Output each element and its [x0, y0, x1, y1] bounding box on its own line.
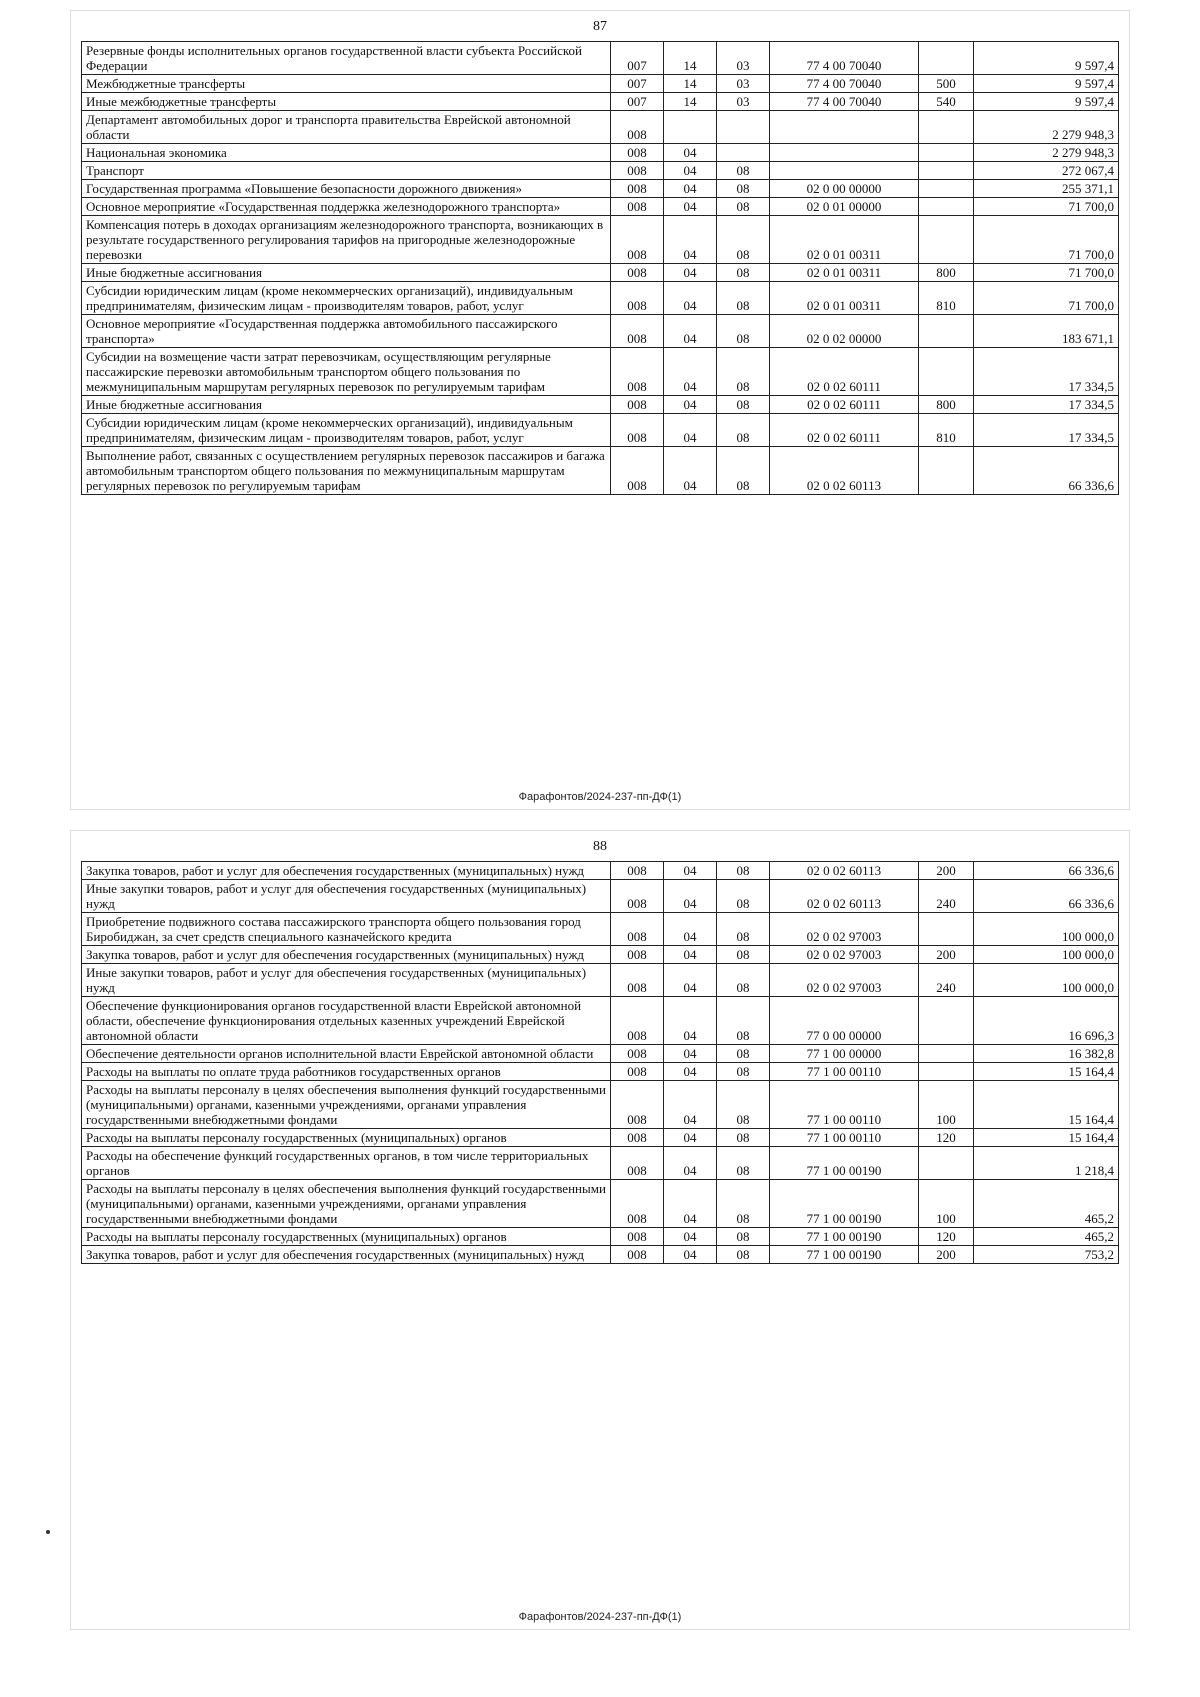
expense-type-code	[919, 180, 974, 198]
row-name: Компенсация потерь в доходах организациям железнодорожного транспорта, возникающих в результате государственного регулирования тарифов на пригородные железнодорожные перевозки	[82, 216, 611, 264]
row-name: Иные бюджетные ассигнования	[82, 264, 611, 282]
expense-type-code	[919, 111, 974, 144]
section-code: 04	[664, 162, 717, 180]
amount: 1 218,4	[974, 1147, 1119, 1180]
expense-type-code: 810	[919, 414, 974, 447]
table-row	[82, 75, 1119, 93]
subsection-code	[717, 144, 770, 162]
row-name: Субсидии на возмещение части затрат перевозчикам, осуществляющим регулярные пассажирские перевозки автомобильным транспортом общего пользования по межмуниципальным маршрутам регулярных перевозок по регулируемым тарифам	[82, 348, 611, 396]
target-item-code: 02 0 01 00311	[770, 264, 919, 282]
ministry-code: 008	[611, 964, 664, 997]
target-item-code: 02 0 01 00311	[770, 282, 919, 315]
ministry-code: 008	[611, 216, 664, 264]
expense-type-code: 800	[919, 396, 974, 414]
expense-type-code: 500	[919, 75, 974, 93]
table-row	[82, 1228, 1119, 1246]
subsection-code: 08	[717, 1246, 770, 1264]
ministry-code: 008	[611, 282, 664, 315]
table-row	[82, 396, 1119, 414]
amount: 9 597,4	[974, 75, 1119, 93]
amount: 100 000,0	[974, 913, 1119, 946]
table-body	[82, 42, 1119, 495]
row-name: Субсидии юридическим лицам (кроме некоммерческих организаций), индивидуальным предпринимателям, физическим лицам - производителям товаров, работ, услуг	[82, 414, 611, 447]
ministry-code: 008	[611, 396, 664, 414]
table-row	[82, 93, 1119, 111]
section-code: 14	[664, 42, 717, 75]
table-row	[82, 111, 1119, 144]
target-item-code	[770, 111, 919, 144]
amount: 9 597,4	[974, 93, 1119, 111]
table-row	[82, 348, 1119, 396]
amount: 15 164,4	[974, 1081, 1119, 1129]
table-row	[82, 997, 1119, 1045]
row-name: Приобретение подвижного состава пассажирского транспорта общего пользования город Биробиджан, за счет средств специального казначейского кредита	[82, 913, 611, 946]
expense-type-code	[919, 913, 974, 946]
amount: 66 336,6	[974, 862, 1119, 880]
row-name: Расходы на обеспечение функций государственных органов, в том числе территориальных органов	[82, 1147, 611, 1180]
amount: 2 279 948,3	[974, 144, 1119, 162]
expense-type-code	[919, 447, 974, 495]
subsection-code: 08	[717, 348, 770, 396]
ministry-code: 008	[611, 880, 664, 913]
table-row	[82, 447, 1119, 495]
section-code: 04	[664, 396, 717, 414]
section-code: 04	[664, 1246, 717, 1264]
subsection-code: 08	[717, 913, 770, 946]
amount: 100 000,0	[974, 946, 1119, 964]
section-code: 04	[664, 946, 717, 964]
table-row	[82, 880, 1119, 913]
page-number: 87	[593, 19, 607, 34]
amount: 66 336,6	[974, 880, 1119, 913]
expense-type-code: 240	[919, 964, 974, 997]
target-item-code: 77 1 00 00110	[770, 1063, 919, 1081]
expense-type-code	[919, 1147, 974, 1180]
row-name: Расходы на выплаты персоналу в целях обеспечения выполнения функций государственными (муниципальными) органами, казенными учреждениями, органами управления государственными внебюджетными фондами	[82, 1180, 611, 1228]
amount: 16 382,8	[974, 1045, 1119, 1063]
section-code: 04	[664, 198, 717, 216]
ministry-code: 008	[611, 913, 664, 946]
target-item-code: 02 0 02 60113	[770, 862, 919, 880]
amount: 465,2	[974, 1180, 1119, 1228]
section-code: 04	[664, 1129, 717, 1147]
row-name: Расходы на выплаты персоналу государственных (муниципальных) органов	[82, 1129, 611, 1147]
expense-type-code	[919, 1045, 974, 1063]
budget-table	[81, 41, 1119, 495]
row-name: Обеспечение функционирования органов государственной власти Еврейской автономной области, обеспечение функционирования отдельных казенных учреждений Еврейской автономной области	[82, 997, 611, 1045]
row-name: Закупка товаров, работ и услуг для обеспечения государственных (муниципальных) нужд	[82, 862, 611, 880]
row-name: Закупка товаров, работ и услуг для обеспечения государственных (муниципальных) нужд	[82, 946, 611, 964]
row-name: Департамент автомобильных дорог и транспорта правительства Еврейской автономной области	[82, 111, 611, 144]
amount: 272 067,4	[974, 162, 1119, 180]
page-number: 88	[593, 839, 607, 854]
target-item-code: 02 0 01 00311	[770, 216, 919, 264]
expense-type-code	[919, 162, 974, 180]
target-item-code	[770, 162, 919, 180]
section-code: 04	[664, 997, 717, 1045]
row-name: Расходы на выплаты по оплате труда работников государственных органов	[82, 1063, 611, 1081]
subsection-code: 08	[717, 315, 770, 348]
row-name: Государственная программа «Повышение безопасности дорожного движения»	[82, 180, 611, 198]
section-code: 04	[664, 414, 717, 447]
subsection-code: 08	[717, 396, 770, 414]
ministry-code: 008	[611, 144, 664, 162]
subsection-code: 08	[717, 264, 770, 282]
ministry-code: 008	[611, 198, 664, 216]
amount: 255 371,1	[974, 180, 1119, 198]
section-code: 04	[664, 913, 717, 946]
amount: 15 164,4	[974, 1129, 1119, 1147]
subsection-code: 08	[717, 282, 770, 315]
section-code: 04	[664, 264, 717, 282]
amount: 17 334,5	[974, 414, 1119, 447]
target-item-code: 77 1 00 00000	[770, 1045, 919, 1063]
row-name: Резервные фонды исполнительных органов государственной власти субъекта Российской Федерации	[82, 42, 611, 75]
row-name: Расходы на выплаты персоналу государственных (муниципальных) органов	[82, 1228, 611, 1246]
table-body	[82, 862, 1119, 1264]
expense-type-code: 120	[919, 1129, 974, 1147]
target-item-code: 02 0 02 60113	[770, 880, 919, 913]
budget-table	[81, 861, 1119, 1264]
amount: 15 164,4	[974, 1063, 1119, 1081]
amount: 17 334,5	[974, 396, 1119, 414]
expense-type-code	[919, 216, 974, 264]
target-item-code: 77 1 00 00190	[770, 1228, 919, 1246]
subsection-code: 08	[717, 414, 770, 447]
section-code	[664, 111, 717, 144]
table-row	[82, 162, 1119, 180]
section-code: 14	[664, 75, 717, 93]
expense-type-code	[919, 348, 974, 396]
table-row	[82, 913, 1119, 946]
ministry-code: 008	[611, 946, 664, 964]
expense-type-code	[919, 144, 974, 162]
ministry-code: 008	[611, 1129, 664, 1147]
target-item-code: 02 0 02 60113	[770, 447, 919, 495]
target-item-code: 77 4 00 70040	[770, 93, 919, 111]
expense-type-code: 200	[919, 862, 974, 880]
row-name: Основное мероприятие «Государственная поддержка железнодорожного транспорта»	[82, 198, 611, 216]
row-name: Обеспечение деятельности органов исполнительной власти Еврейской автономной области	[82, 1045, 611, 1063]
row-name: Иные закупки товаров, работ и услуг для обеспечения государственных (муниципальных) нужд	[82, 964, 611, 997]
ministry-code: 008	[611, 348, 664, 396]
subsection-code: 03	[717, 42, 770, 75]
section-code: 14	[664, 93, 717, 111]
target-item-code: 02 0 02 60111	[770, 348, 919, 396]
target-item-code: 77 1 00 00190	[770, 1147, 919, 1180]
table-row	[82, 862, 1119, 880]
target-item-code: 77 1 00 00190	[770, 1180, 919, 1228]
subsection-code: 08	[717, 1063, 770, 1081]
row-name: Транспорт	[82, 162, 611, 180]
amount: 9 597,4	[974, 42, 1119, 75]
subsection-code: 08	[717, 198, 770, 216]
table-row	[82, 264, 1119, 282]
section-code: 04	[664, 1063, 717, 1081]
section-code: 04	[664, 447, 717, 495]
ministry-code: 008	[611, 414, 664, 447]
section-code: 04	[664, 964, 717, 997]
document-page-88	[70, 830, 1130, 1630]
target-item-code: 02 0 02 60111	[770, 414, 919, 447]
subsection-code: 08	[717, 1045, 770, 1063]
amount: 71 700,0	[974, 282, 1119, 315]
expense-type-code: 100	[919, 1180, 974, 1228]
amount: 16 696,3	[974, 997, 1119, 1045]
target-item-code: 77 1 00 00190	[770, 1246, 919, 1264]
target-item-code	[770, 144, 919, 162]
section-code: 04	[664, 1180, 717, 1228]
subsection-code: 08	[717, 447, 770, 495]
table-row	[82, 180, 1119, 198]
subsection-code: 08	[717, 216, 770, 264]
target-item-code: 77 4 00 70040	[770, 42, 919, 75]
table-row	[82, 1147, 1119, 1180]
amount: 17 334,5	[974, 348, 1119, 396]
ministry-code: 008	[611, 447, 664, 495]
target-item-code: 02 0 02 97003	[770, 913, 919, 946]
amount: 66 336,6	[974, 447, 1119, 495]
ministry-code: 007	[611, 93, 664, 111]
ministry-code: 007	[611, 42, 664, 75]
page-footer: Фарафонтов/2024-237-пп-ДФ(1)	[518, 1611, 682, 1623]
expense-type-code	[919, 997, 974, 1045]
section-code: 04	[664, 315, 717, 348]
row-name: Расходы на выплаты персоналу в целях обеспечения выполнения функций государственными (муниципальными) органами, казенными учреждениями, органами управления государственными внебюджетными фондами	[82, 1081, 611, 1129]
row-name: Субсидии юридическим лицам (кроме некоммерческих организаций), индивидуальным предпринимателям, физическим лицам - производителям товаров, работ, услуг	[82, 282, 611, 315]
row-name: Иные закупки товаров, работ и услуг для обеспечения государственных (муниципальных) нужд	[82, 880, 611, 913]
subsection-code: 08	[717, 964, 770, 997]
ministry-code: 008	[611, 180, 664, 198]
table-row	[82, 144, 1119, 162]
ministry-code: 008	[611, 1081, 664, 1129]
table-row	[82, 1246, 1119, 1264]
subsection-code: 08	[717, 862, 770, 880]
subsection-code: 03	[717, 75, 770, 93]
target-item-code: 77 4 00 70040	[770, 75, 919, 93]
section-code: 04	[664, 1045, 717, 1063]
row-name: Закупка товаров, работ и услуг для обеспечения государственных (муниципальных) нужд	[82, 1246, 611, 1264]
section-code: 04	[664, 348, 717, 396]
table-row	[82, 1063, 1119, 1081]
target-item-code: 77 1 00 00110	[770, 1129, 919, 1147]
expense-type-code	[919, 42, 974, 75]
subsection-code: 08	[717, 1180, 770, 1228]
row-name: Основное мероприятие «Государственная поддержка автомобильного пассажирского транспорта»	[82, 315, 611, 348]
ministry-code: 008	[611, 997, 664, 1045]
subsection-code: 08	[717, 1147, 770, 1180]
amount: 100 000,0	[974, 964, 1119, 997]
table-row	[82, 282, 1119, 315]
target-item-code: 02 0 02 60111	[770, 396, 919, 414]
expense-type-code	[919, 198, 974, 216]
expense-type-code: 800	[919, 264, 974, 282]
subsection-code	[717, 111, 770, 144]
section-code: 04	[664, 862, 717, 880]
expense-type-code: 100	[919, 1081, 974, 1129]
table-row	[82, 414, 1119, 447]
row-name: Выполнение работ, связанных с осуществлением регулярных перевозок пассажиров и багажа автомобильным транспортом общего пользования по межмуниципальным маршрутам регулярных перевозок по регулируемым тарифам	[82, 447, 611, 495]
amount: 753,2	[974, 1246, 1119, 1264]
row-name: Национальная экономика	[82, 144, 611, 162]
row-name: Иные межбюджетные трансферты	[82, 93, 611, 111]
subsection-code: 08	[717, 880, 770, 913]
row-name: Межбюджетные трансферты	[82, 75, 611, 93]
ministry-code: 008	[611, 1246, 664, 1264]
expense-type-code: 120	[919, 1228, 974, 1246]
table-row	[82, 1129, 1119, 1147]
table-row	[82, 1081, 1119, 1129]
target-item-code: 02 0 02 97003	[770, 946, 919, 964]
section-code: 04	[664, 144, 717, 162]
target-item-code: 02 0 02 00000	[770, 315, 919, 348]
ministry-code: 008	[611, 315, 664, 348]
ministry-code: 008	[611, 1180, 664, 1228]
expense-type-code: 540	[919, 93, 974, 111]
row-name: Иные бюджетные ассигнования	[82, 396, 611, 414]
ministry-code: 008	[611, 1228, 664, 1246]
amount: 2 279 948,3	[974, 111, 1119, 144]
section-code: 04	[664, 216, 717, 264]
subsection-code: 08	[717, 1228, 770, 1246]
table-row	[82, 216, 1119, 264]
section-code: 04	[664, 180, 717, 198]
ministry-code: 008	[611, 1045, 664, 1063]
subsection-code: 08	[717, 997, 770, 1045]
target-item-code: 77 1 00 00110	[770, 1081, 919, 1129]
subsection-code: 03	[717, 93, 770, 111]
expense-type-code: 240	[919, 880, 974, 913]
table-row	[82, 198, 1119, 216]
ministry-code: 007	[611, 75, 664, 93]
table-row	[82, 946, 1119, 964]
subsection-code: 08	[717, 162, 770, 180]
expense-type-code: 200	[919, 1246, 974, 1264]
target-item-code: 02 0 02 97003	[770, 964, 919, 997]
document-page-87	[70, 10, 1130, 810]
ministry-code: 008	[611, 162, 664, 180]
table-row	[82, 1180, 1119, 1228]
section-code: 04	[664, 1228, 717, 1246]
target-item-code: 02 0 01 00000	[770, 198, 919, 216]
section-code: 04	[664, 1081, 717, 1129]
amount: 465,2	[974, 1228, 1119, 1246]
subsection-code: 08	[717, 946, 770, 964]
ministry-code: 008	[611, 1147, 664, 1180]
target-item-code: 77 0 00 00000	[770, 997, 919, 1045]
subsection-code: 08	[717, 1081, 770, 1129]
ministry-code: 008	[611, 111, 664, 144]
expense-type-code	[919, 1063, 974, 1081]
amount: 183 671,1	[974, 315, 1119, 348]
amount: 71 700,0	[974, 198, 1119, 216]
amount: 71 700,0	[974, 216, 1119, 264]
section-code: 04	[664, 282, 717, 315]
section-code: 04	[664, 1147, 717, 1180]
table-row	[82, 1045, 1119, 1063]
amount: 71 700,0	[974, 264, 1119, 282]
expense-type-code	[919, 315, 974, 348]
page-footer: Фарафонтов/2024-237-пп-ДФ(1)	[518, 791, 682, 803]
expense-type-code: 200	[919, 946, 974, 964]
stray-dot	[46, 1530, 50, 1534]
table-row	[82, 42, 1119, 75]
table-row	[82, 964, 1119, 997]
subsection-code: 08	[717, 1129, 770, 1147]
expense-type-code: 810	[919, 282, 974, 315]
subsection-code: 08	[717, 180, 770, 198]
ministry-code: 008	[611, 264, 664, 282]
section-code: 04	[664, 880, 717, 913]
ministry-code: 008	[611, 1063, 664, 1081]
ministry-code: 008	[611, 862, 664, 880]
table-row	[82, 315, 1119, 348]
target-item-code: 02 0 00 00000	[770, 180, 919, 198]
